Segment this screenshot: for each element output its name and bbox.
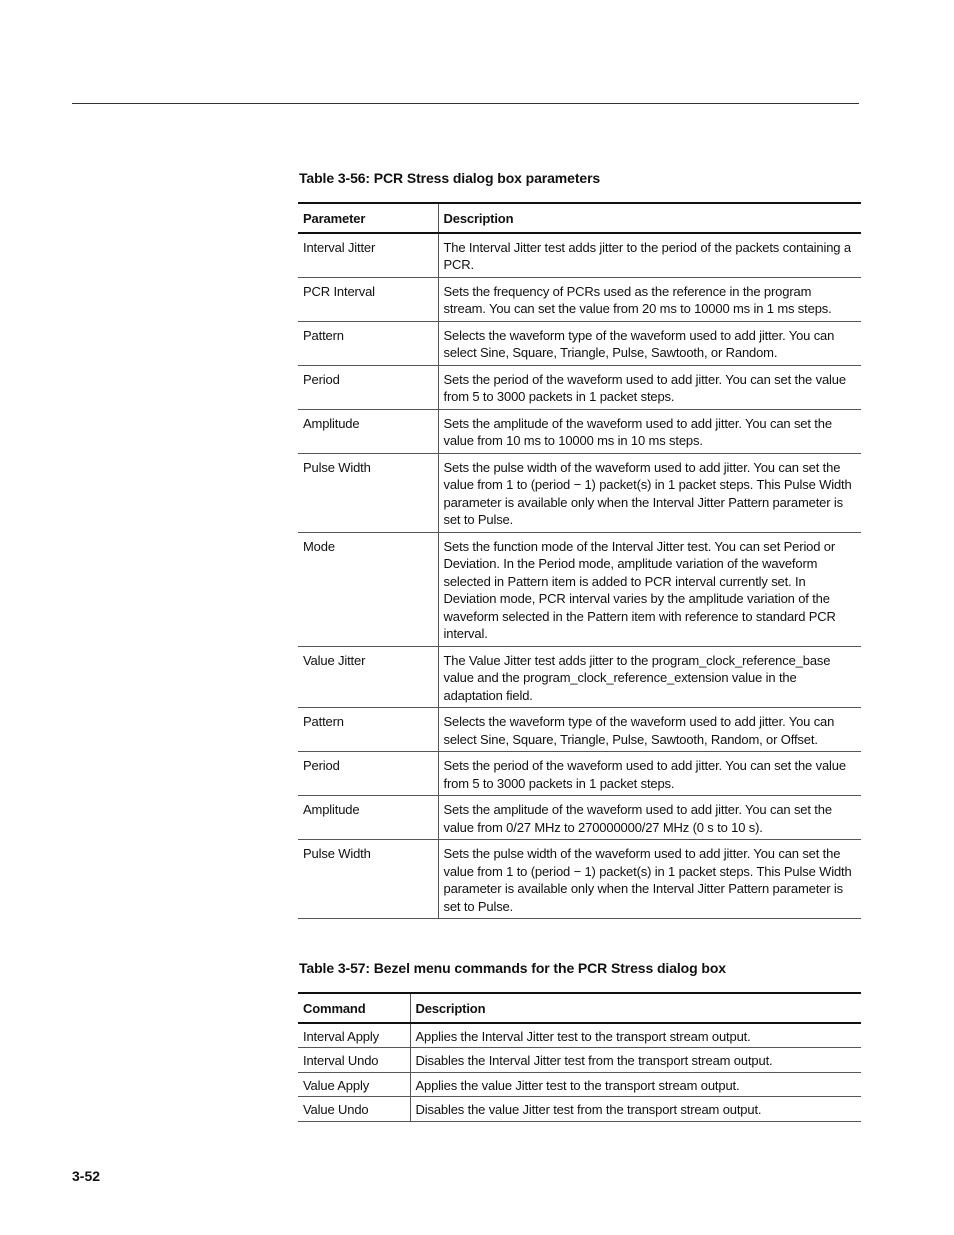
table-header-row xyxy=(298,993,861,1023)
bezel-menu-commands-table xyxy=(298,992,861,1122)
parameter-cell: Value Jitter xyxy=(298,646,438,708)
parameter-cell: Mode xyxy=(298,532,438,646)
table-row xyxy=(298,752,861,796)
parameter-header: Parameter xyxy=(298,203,438,233)
command-cell: Value Undo xyxy=(298,1097,410,1122)
table-row xyxy=(298,409,861,453)
description-cell: Sets the pulse width of the waveform used to add jitter. You can set the value from 1 to (period − 1) packet(s) in 1 packet steps. This Pulse Width parameter is available only when the Interval Jitter Pattern parameter is set to Pulse. xyxy=(438,840,861,919)
parameter-cell: Pattern xyxy=(298,321,438,365)
parameter-cell: Period xyxy=(298,365,438,409)
description-cell: Sets the amplitude of the waveform used to add jitter. You can set the value from 10 ms to 10000 ms in 10 ms steps. xyxy=(438,409,861,453)
description-cell: The Interval Jitter test adds jitter to the period of the packets containing a PCR. xyxy=(438,233,861,278)
pcr-stress-parameters-table xyxy=(298,202,861,919)
parameter-cell: Period xyxy=(298,752,438,796)
table-header-row xyxy=(298,203,861,233)
description-cell: Sets the pulse width of the waveform used to add jitter. You can set the value from 1 to (period − 1) packet(s) in 1 packet steps. This Pulse Width parameter is available only when the Interval Jitter Pattern parameter is set to Pulse. xyxy=(438,453,861,532)
description-cell: Disables the value Jitter test from the transport stream output. xyxy=(410,1097,861,1122)
table-row xyxy=(298,233,861,278)
table-row xyxy=(298,321,861,365)
table-row xyxy=(298,840,861,919)
parameter-cell: PCR Interval xyxy=(298,277,438,321)
table-row xyxy=(298,1023,861,1048)
description-header: Description xyxy=(410,993,861,1023)
description-cell: Sets the amplitude of the waveform used to add jitter. You can set the value from 0/27 MHz to 270000000/27 MHz (0 s to 10 s). xyxy=(438,796,861,840)
description-cell: Selects the waveform type of the waveform used to add jitter. You can select Sine, Square, Triangle, Pulse, Sawtooth, Random, or Offset. xyxy=(438,708,861,752)
table-row xyxy=(298,365,861,409)
page-number: 3-52 xyxy=(72,1168,101,1184)
description-cell: Sets the function mode of the Interval Jitter test. You can set Period or Deviation. In the Period mode, amplitude variation of the waveform selected in Pattern item is added to PCR interval currently set. In Deviation mode, PCR interval varies by the amplitude variation of the waveform selected in the Pattern item with reference to standard PCR interval. xyxy=(438,532,861,646)
table-row xyxy=(298,1072,861,1097)
table-row xyxy=(298,277,861,321)
table-56-title: Table 3-56: PCR Stress dialog box parameters xyxy=(299,170,601,186)
description-cell: The Value Jitter test adds jitter to the program_clock_reference_base value and the program_clock_reference_extension value in the adaptation field. xyxy=(438,646,861,708)
description-cell: Selects the waveform type of the waveform used to add jitter. You can select Sine, Square, Triangle, Pulse, Sawtooth, or Random. xyxy=(438,321,861,365)
table-row xyxy=(298,646,861,708)
parameter-cell: Pulse Width xyxy=(298,453,438,532)
command-cell: Interval Undo xyxy=(298,1048,410,1073)
description-cell: Sets the period of the waveform used to add jitter. You can set the value from 5 to 3000 packets in 1 packet steps. xyxy=(438,752,861,796)
description-cell: Disables the Interval Jitter test from the transport stream output. xyxy=(410,1048,861,1073)
parameter-cell: Pattern xyxy=(298,708,438,752)
parameter-cell: Amplitude xyxy=(298,409,438,453)
description-cell: Applies the value Jitter test to the transport stream output. xyxy=(410,1072,861,1097)
description-cell: Sets the frequency of PCRs used as the reference in the program stream. You can set the value from 20 ms to 10000 ms in 1 ms steps. xyxy=(438,277,861,321)
description-cell: Sets the period of the waveform used to add jitter. You can set the value from 5 to 3000 packets in 1 packet steps. xyxy=(438,365,861,409)
command-cell: Value Apply xyxy=(298,1072,410,1097)
table-row xyxy=(298,453,861,532)
table-row xyxy=(298,708,861,752)
table-row xyxy=(298,1097,861,1122)
description-header: Description xyxy=(438,203,861,233)
description-cell: Applies the Interval Jitter test to the transport stream output. xyxy=(410,1023,861,1048)
parameter-cell: Pulse Width xyxy=(298,840,438,919)
table-row xyxy=(298,1048,861,1073)
parameter-cell: Amplitude xyxy=(298,796,438,840)
parameter-cell: Interval Jitter xyxy=(298,233,438,278)
header-rule xyxy=(72,103,859,104)
command-header: Command xyxy=(298,993,410,1023)
table-57-title: Table 3-57: Bezel menu commands for the PCR Stress dialog box xyxy=(299,960,726,976)
command-cell: Interval Apply xyxy=(298,1023,410,1048)
table-row xyxy=(298,796,861,840)
table-row xyxy=(298,532,861,646)
